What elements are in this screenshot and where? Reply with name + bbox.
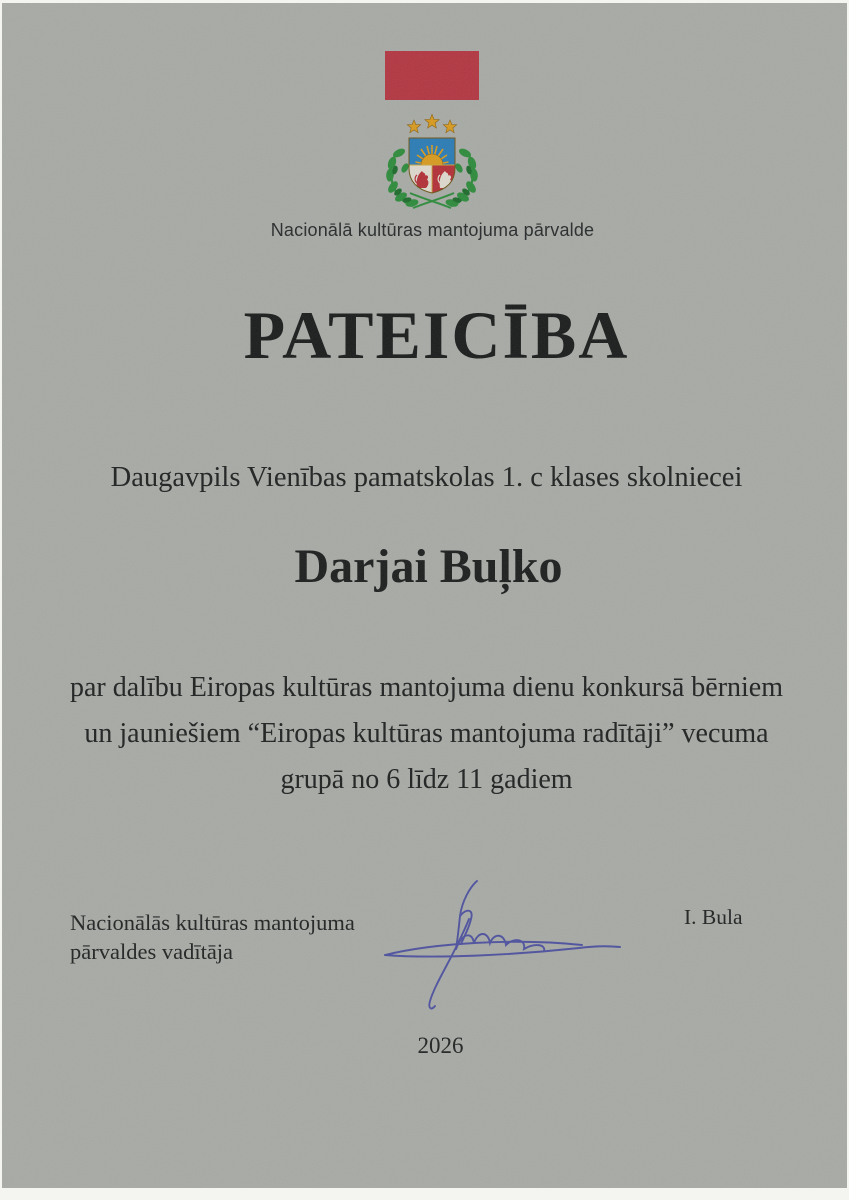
signer-name: I. Bula: [684, 905, 743, 929]
signer-title-line-1: Nacionālās kultūras mantojuma: [70, 910, 355, 935]
award-description: [2, 665, 849, 803]
certificate-title: PATEICĪBA: [243, 297, 630, 373]
signer-title: [70, 908, 355, 966]
three-stars-icon: [407, 114, 456, 132]
signer-title-line-2: pārvaldes vadītāja: [70, 939, 234, 964]
org-name: Nacionālā kultūras mantojuma pārvalde: [270, 220, 595, 240]
award-description-line-1: par dalību Eiropas kultūras mantojuma dienu konkursā bērniem: [69, 672, 784, 703]
handwritten-signature: [374, 861, 634, 1016]
recipient-name: Darjai Buļko: [294, 540, 563, 593]
recipient-school-line: Daugavpils Vienības pamatskolas 1. c klases skolniecei: [110, 462, 743, 493]
scanned-paper: [2, 3, 847, 1188]
latvia-flag-block: [385, 51, 479, 100]
award-description-line-2: un jauniešiem “Eiropas kultūras mantojuma radītāji” vecuma: [84, 718, 769, 749]
award-description-line-3: grupā no 6 līdz 11 gadiem: [280, 764, 573, 795]
latvia-coat-of-arms-icon: [380, 113, 484, 219]
year: 2026: [417, 1033, 464, 1058]
